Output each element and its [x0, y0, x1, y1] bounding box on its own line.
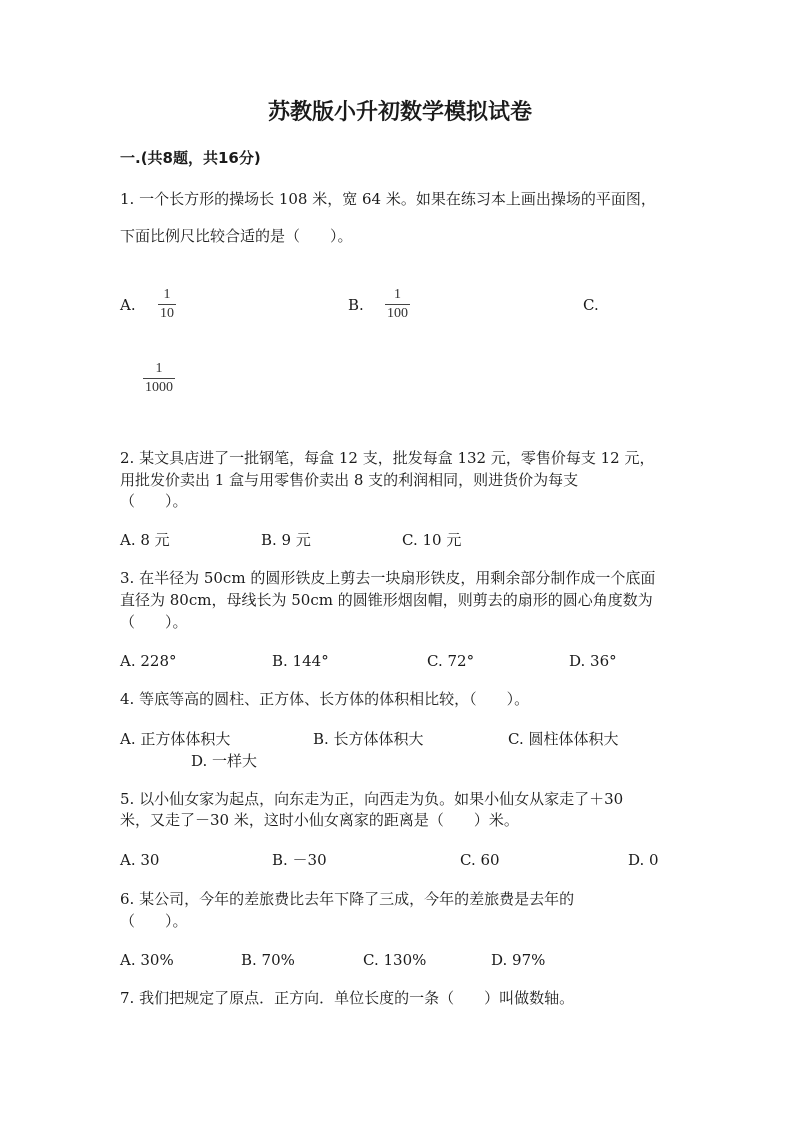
option: C. 10 元 — [402, 531, 462, 549]
option: A. 8 元 — [120, 531, 170, 549]
option: B. 长方体体积大 — [313, 730, 424, 748]
fraction-denominator: 10 — [160, 306, 174, 321]
option: B. 144° — [272, 652, 329, 670]
page-title: 苏教版小升初数学模拟试卷 — [267, 100, 532, 125]
question-text: （ ）。 — [120, 613, 188, 631]
option: A. 30 — [120, 851, 160, 869]
option: B. 70% — [241, 951, 295, 969]
fraction-bar — [158, 304, 176, 305]
option: A. 正方体体积大 — [120, 730, 231, 748]
option: D. 一样大 — [191, 752, 258, 770]
question-text: 2. 某文具店进了一批钢笔，每盒 12 支，批发每盒 132 元，零售价每支 12 元， — [120, 449, 655, 467]
fraction-numerator: 1 — [394, 287, 401, 302]
question-text: 4. 等底等高的圆柱、正方体、长方体的体积相比较，（ ）。 — [120, 690, 530, 708]
question-text: 米，又走了－30 米，这时小仙女离家的距离是（ ）米。 — [120, 811, 519, 829]
option-label: C. — [583, 296, 599, 314]
question-text: 1. 一个长方形的操场长 108 米，宽 64 米。如果在练习本上画出操场的平面图， — [120, 190, 656, 208]
fraction-bar — [385, 304, 410, 305]
question-text: 6. 某公司，今年的差旅费比去年下降了三成，今年的差旅费是去年的 — [120, 890, 575, 908]
question-text: （ ）。 — [120, 912, 188, 930]
option-fraction — [385, 287, 410, 322]
option-label: A. — [120, 296, 136, 314]
question-text: （ ）。 — [120, 492, 188, 510]
option: B. 9 元 — [261, 531, 311, 549]
question-text: 直径为 80cm，母线长为 50cm 的圆锥形烟囱帽，则剪去的扇形的圆心角度数为 — [120, 591, 653, 609]
fraction-numerator: 1 — [163, 287, 171, 302]
fraction-denominator: 100 — [387, 306, 408, 321]
question-text: 用批发价卖出 1 盒与用零售价卖出 8 支的利润相同，则进货价为每支 — [120, 471, 579, 489]
option: C. 60 — [460, 851, 500, 869]
question-text: 下面比例尺比较合适的是（ ）。 — [120, 227, 353, 245]
option: C. 圆柱体体积大 — [508, 730, 619, 748]
section-heading: 一.(共8题，共16分) — [120, 149, 261, 167]
option-label: B. — [348, 296, 364, 314]
option: D. 36° — [569, 652, 617, 670]
fraction-numerator: 1 — [155, 361, 163, 376]
option: B. －30 — [272, 851, 327, 869]
option-fraction — [143, 361, 175, 396]
question-text: 7. 我们把规定了原点．正方向．单位长度的一条（ ）叫做数轴。 — [120, 989, 575, 1007]
question-text: 5. 以小仙女家为起点，向东走为正，向西走为负。如果小仙女从家走了＋30 — [120, 790, 624, 808]
option-fraction — [158, 287, 176, 322]
option: C. 72° — [427, 652, 475, 670]
option: A. 30% — [120, 951, 174, 969]
option: A. 228° — [120, 652, 177, 670]
option: C. 130% — [363, 951, 427, 969]
question-text: 3. 在半径为 50cm 的圆形铁皮上剪去一块扇形铁皮，用剩余部分制作成一个底面 — [120, 569, 656, 587]
option: D. 0 — [628, 851, 659, 869]
option: D. 97% — [491, 951, 546, 969]
fraction-denominator: 1000 — [145, 380, 173, 395]
fraction-bar — [143, 378, 175, 379]
